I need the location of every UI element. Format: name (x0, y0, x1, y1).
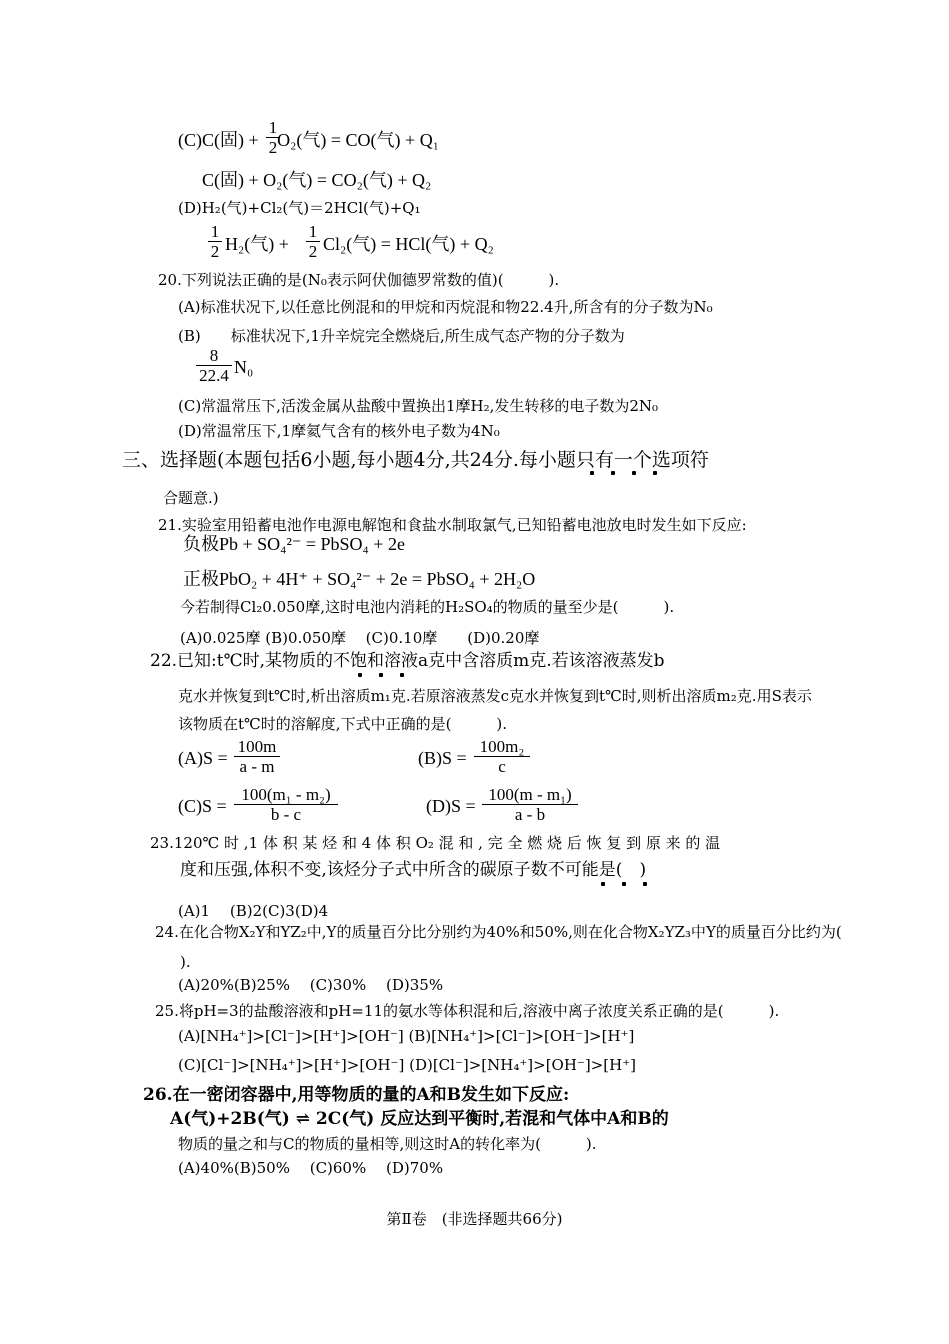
q26-line3: 物质的量之和与C的物质的量相等,则这时A的转化率为( ). (178, 1135, 597, 1153)
q22-option-b-label: (B)S = (418, 748, 467, 768)
q19d-half-fraction-2: $\frac{1}{2}$ (306, 222, 320, 261)
q23-line2: 度和压强,体积不变,该烃分子式中所含的碳原子数不可能是( ) (180, 860, 647, 880)
q19d-part1: H₂(气) + (225, 234, 289, 254)
q22-option-c-label: (C)S = (178, 796, 227, 816)
q22-option-d-label: (D)S = (426, 796, 476, 816)
q19-option-d-line1: (D)H₂(气)+Cl₂(气)＝2HCl(气)+Q₁ (178, 199, 421, 217)
q21-stem: 21.实验室用铅蓄电池作电源电解饱和食盐水制取氯气,已知铅蓄电池放电时发生如下反应: (158, 516, 747, 534)
q19c-lhs: (C)C(固) + (178, 130, 264, 150)
q22-line1: 22.已知:t℃时,某物质的不饱和溶液a克中含溶质m克.若该溶液蒸发b (150, 651, 665, 671)
section3-heading: 三、选择题(本题包括6小题,每小题4分,共24分.每小题只有一个选项符 (122, 449, 709, 471)
q26-line1: 26.在一密闭容器中,用等物质的量的A和B发生如下反应: (143, 1085, 570, 1105)
q26-line2: A(气)+2B(气) ⇌ 2C(气) 反应达到平衡时,若混和气体中A和B的 (170, 1109, 669, 1129)
section2-footer: 第Ⅱ卷 (非选择题共66分) (386, 1210, 563, 1228)
emphasis-dots-unsaturated (358, 673, 418, 679)
q20-stem: 20.下列说法正确的是(N₀表示阿伏伽德罗常数的值)( ). (158, 271, 560, 289)
q19d-part2: Cl₂(气) = HCl(气) + Q₂ (323, 234, 494, 254)
q19c-half-fraction: $\frac{1}{2}$ (266, 118, 280, 157)
q20-option-b: (B) 标准状况下,1升辛烷完全燃烧后,所生成气态产物的分子数为 (178, 327, 625, 345)
q22-line3: 该物质在t℃时的溶解度,下式中正确的是( ). (178, 715, 508, 733)
q20b-fraction: $\frac{8}{22.4}$ (196, 346, 232, 385)
q19-option-c-line2: C(固) + O₂(气) = CO₂(气) + Q₂ (202, 170, 432, 190)
q22-option-d-fraction: $\frac{\text{100(m - m₁)}}{a - b}$ (482, 785, 578, 824)
q20b-tail: N₀ (234, 357, 254, 377)
q22-option-c-fraction: $\frac{\text{100(m₁ - m₂)}}{b - c}$ (234, 785, 338, 824)
q26-options: (A)40%(B)50% (C)60% (D)70% (178, 1159, 444, 1177)
q22-option-a-label: (A)S = (178, 748, 228, 768)
q21-options: (A)0.025摩 (B)0.050摩 (C)0.10摩 (D)0.20摩 (180, 629, 540, 647)
section3-heading-cont: 合题意.) (163, 489, 219, 507)
q23-options: (A)1 (B)2(C)3(D)4 (178, 902, 329, 920)
q21-negative-electrode: 负极Pb + SO₄²⁻ = PbSO₄ + 2e (183, 534, 405, 554)
q22-option-a-fraction: $\frac{100m}{a - m}$ (234, 737, 280, 776)
q24-options: (A)20%(B)25% (C)30% (D)35% (178, 976, 444, 994)
q25-options-cd: (C)[Cl⁻]>[NH₄⁺]>[H⁺]>[OH⁻] (D)[Cl⁻]>[NH₄⁺]>[OH⁻]>[H⁺] (178, 1056, 636, 1074)
q19-option-c-line1 (178, 130, 439, 150)
q19c-rhs: O₂(气) = CO(气) + Q₁ (277, 130, 439, 150)
q20-option-a: (A)标准状况下,以任意比例混和的甲烷和丙烷混和物22.4升,所含有的分子数为N₀ (178, 298, 713, 316)
q25-stem: 25.将pH=3的盐酸溶液和pH=11的氨水等体积混和后,溶液中离子浓度关系正确的是( ). (155, 1002, 780, 1020)
q24-line1: 24.在化合物X₂Y和YZ₂中,Y的质量百分比分别约为40%和50%,则在化合物X₂YZ₃中Y的质量百分比约为( (155, 923, 842, 941)
emphasis-dots-only-one (590, 471, 670, 477)
q22-line2: 克水并恢复到t℃时,析出溶质m₁克.若原溶液蒸发c克水并恢复到t℃时,则析出溶质m₂克.用S表示 (178, 687, 812, 705)
q22-option-b-fraction: $\frac{\text{100m₂}}{c}$ (474, 737, 530, 776)
q21-positive-electrode: 正极PbO₂ + 4H⁺ + SO₄²⁻ + 2e = PbSO₄ + 2H₂O (183, 569, 536, 589)
q20-option-c: (C)常温常压下,活泼金属从盐酸中置换出1摩H₂,发生转移的电子数为2N₀ (178, 397, 659, 415)
emphasis-dots-cannot (601, 882, 661, 888)
q23-line1: 23.120℃ 时 ,1 体 积 某 烃 和 4 体 积 O₂ 混 和 , 完 全 燃 烧 后 恢 复 到 原 来 的 温 (150, 834, 721, 852)
q24-line2: ). (180, 953, 191, 971)
q19d-half-fraction-1: $\frac{1}{2}$ (208, 222, 222, 261)
q20-option-d: (D)常温常压下,1摩氦气含有的核外电子数为4N₀ (178, 422, 500, 440)
q25-options-ab: (A)[NH₄⁺]>[Cl⁻]>[H⁺]>[OH⁻] (B)[NH₄⁺]>[Cl⁻]>[OH⁻]>[H⁺] (178, 1027, 635, 1045)
q21-question: 今若制得Cl₂0.050摩,这时电池内消耗的H₂SO₄的物质的量至少是( ). (180, 598, 675, 616)
